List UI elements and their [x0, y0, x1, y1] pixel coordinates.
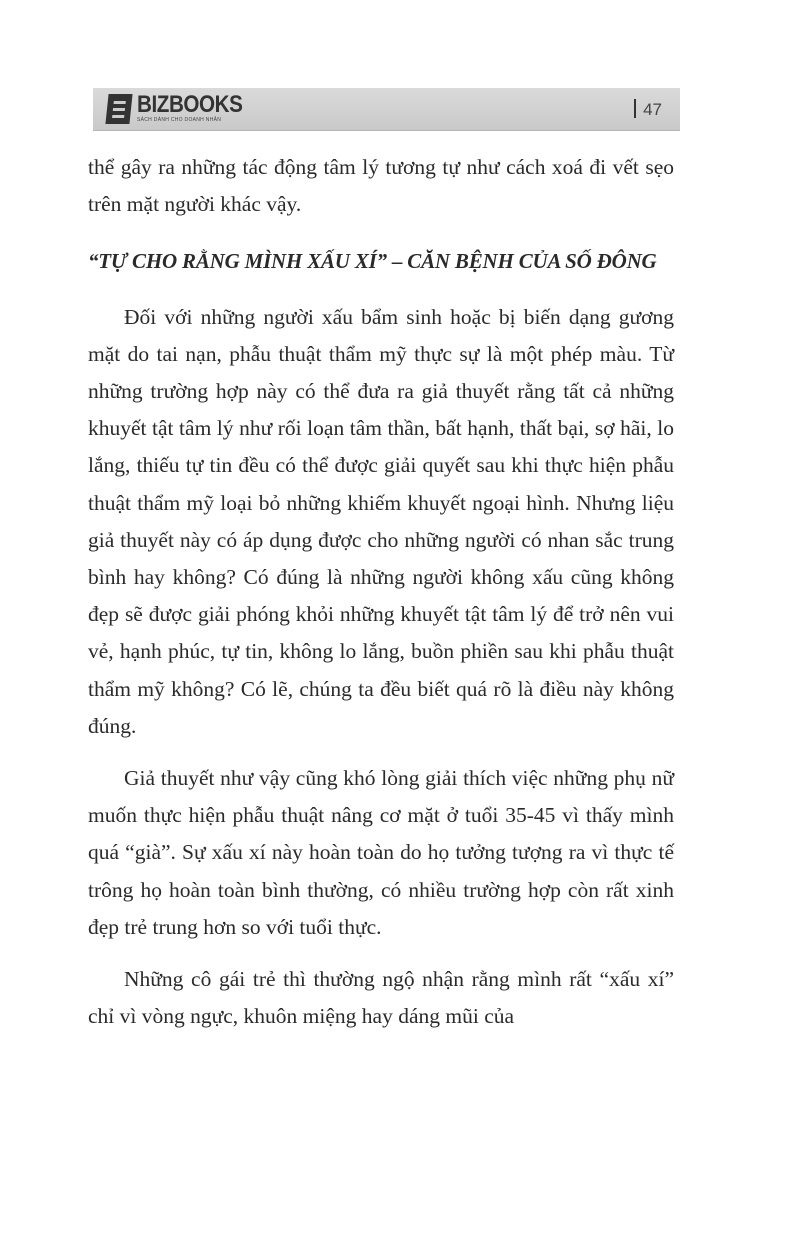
continued-paragraph: thể gây ra những tác động tâm lý tương tự như cách xoá đi vết sẹo trên mặt người khác vậy. — [88, 155, 674, 217]
running-header — [93, 88, 680, 131]
section-heading: “TỰ CHO RẰNG MÌNH XẤU XÍ” – CĂN BỆNH CỦA SỐ ĐÔNG — [88, 249, 657, 274]
publisher-logo — [107, 91, 243, 126]
book-logo-icon — [105, 94, 132, 124]
paragraph-3: Những cô gái trẻ thì thường ngộ nhận rằng mình rất “xấu xí” chỉ vì vòng ngực, khuôn miệng hay dáng mũi của — [88, 967, 674, 1029]
page-number — [634, 99, 662, 120]
separator-bar — [634, 99, 636, 118]
paragraph-2: Giả thuyết như vậy cũng khó lòng giải thích việc những phụ nữ muốn thực hiện phẫu thuật nâng cơ mặt ở tuổi 35-45 vì thấy mình quá “già”. Sự xấu xí này hoàn toàn do họ tưởng tượng ra vì thực tế trông họ hoàn toàn bình thường, có nhiều trường hợp còn rất xinh đẹp trẻ trung hơn so với tuổi thực. — [88, 766, 674, 939]
paragraph-1: Đối với những người xấu bẩm sinh hoặc bị biến dạng gương mặt do tai nạn, phẫu thuật thẩm mỹ thực sự là một phép màu. Từ những trường hợp này có thể đưa ra giả thuyết rằng tất cả những khuyết tật tâm lý như rối loạn tâm thần, bất hạnh, thất bại, sợ hãi, lo lắng, thiếu tự tin đều có thể được giải quyết sau khi thực hiện phẫu thuật thẩm mỹ loại bỏ những khiếm khuyết ngoại hình. Nhưng liệu giả thuyết này có áp dụng được cho những người có nhan sắc trung bình hay không? Có đúng là những người không xấu cũng không đẹp sẽ được giải phóng khỏi những khuyết tật tâm lý để trở nên vui vẻ, hạnh phúc, tự tin, không lo lắng, buồn phiền sau khi phẫu thuật thẩm mỹ không? Có lẽ, chúng ta đều biết quá rõ là điều này không đúng. — [88, 304, 674, 738]
page-body — [88, 149, 674, 1035]
page-number-value: 47 — [643, 100, 662, 119]
logo-text: BIZBOOKS — [137, 91, 243, 118]
logo-tagline: SÁCH DÀNH CHO DOANH NHÂN — [137, 117, 222, 123]
